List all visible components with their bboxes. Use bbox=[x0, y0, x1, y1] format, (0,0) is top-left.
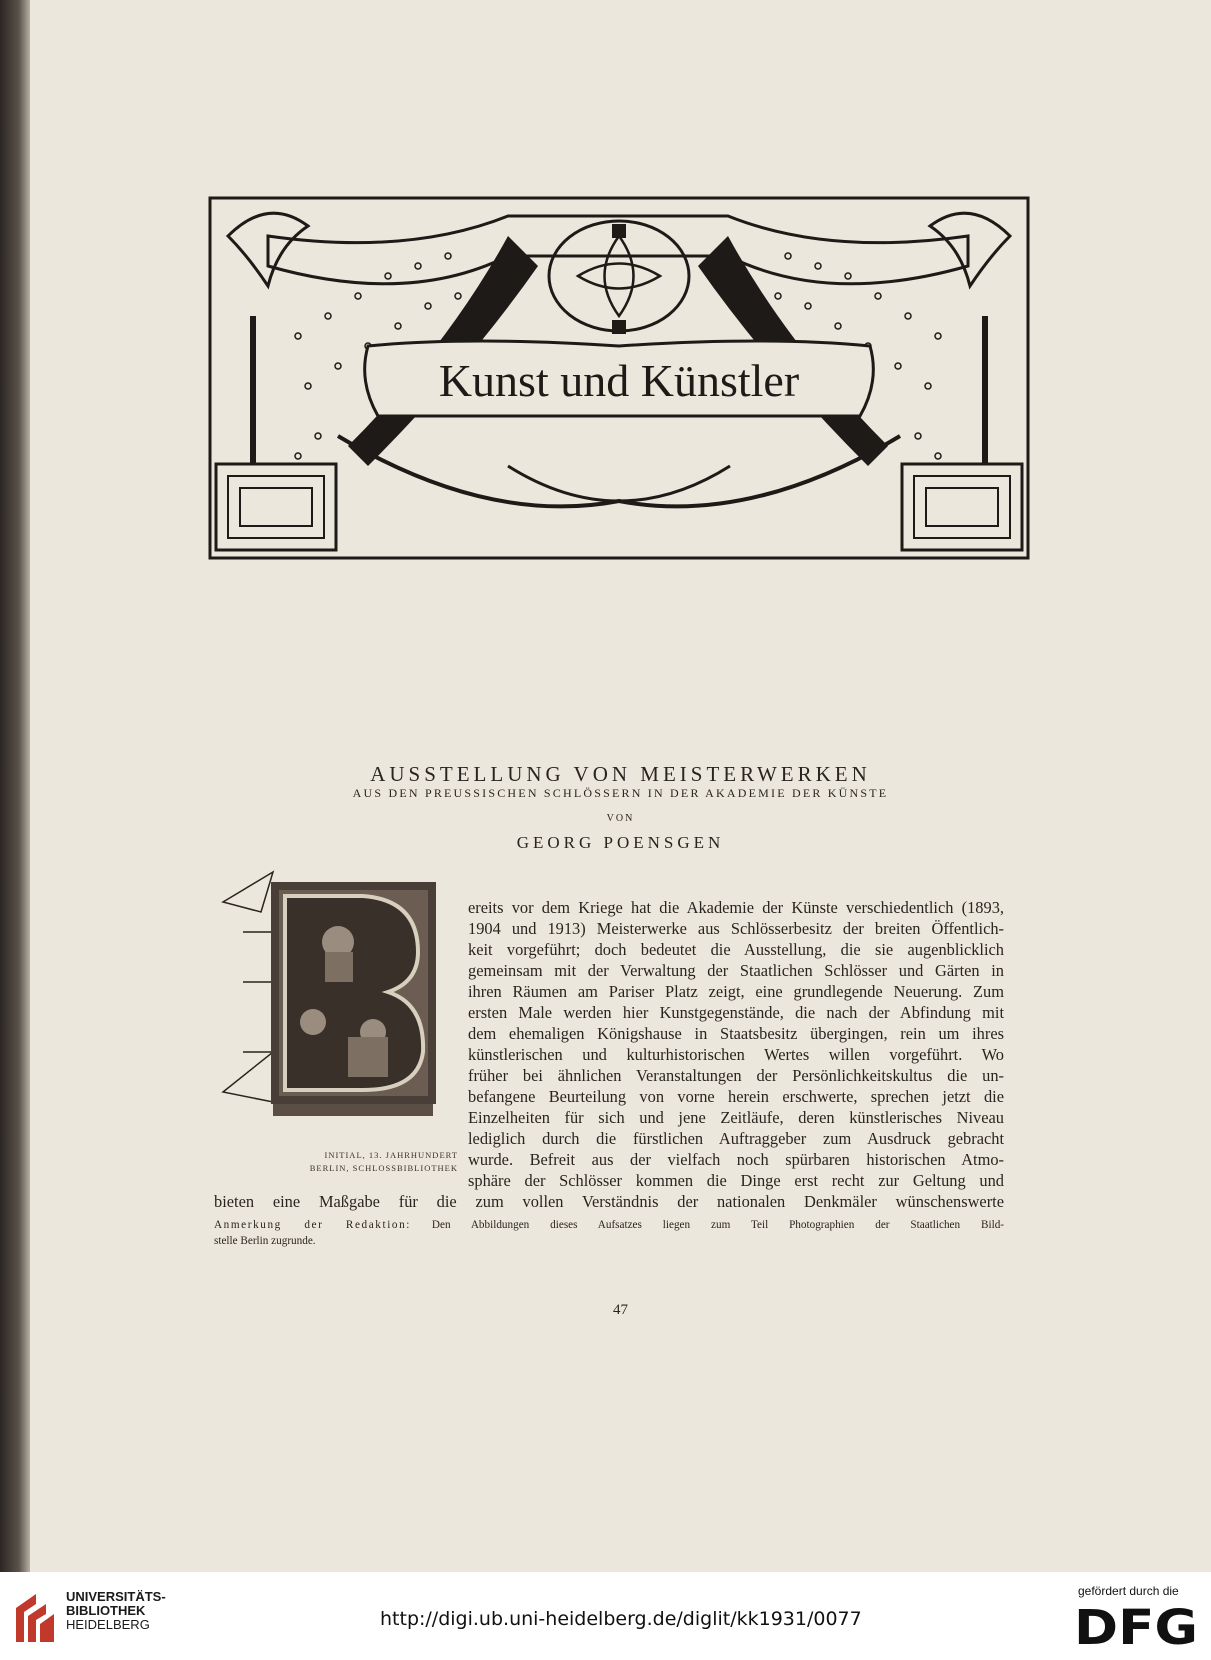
body-line: lediglich durch die fürstlichen Auftraggeber zum Ausdruck gebracht bbox=[468, 1129, 1004, 1148]
library-name-line1: UNIVERSITÄTS- bbox=[66, 1589, 166, 1604]
dfg-logo-icon[interactable] bbox=[1074, 1602, 1200, 1648]
body-line: früher bei ähnlichen Veranstaltungen der Persönlichkeitskultus die un- bbox=[468, 1066, 1004, 1085]
body-line: keit vorgeführt; doch bedeutet die Ausstellung, die sie augenblicklich bbox=[468, 940, 1004, 959]
body-line: 1904 und 1913) Meisterwerke aus Schlösserbesitz der breiten Öffentlich- bbox=[468, 919, 1004, 938]
article-title: AUSSTELLUNG VON MEISTERWERKEN bbox=[370, 762, 871, 786]
library-name-line2: BIBLIOTHEK bbox=[66, 1603, 146, 1618]
body-line: dem ehemaligen Königshause in Staatsbesitz übergingen, rein um ihres bbox=[468, 1024, 1004, 1043]
body-line: künstlerischen und kulturhistorischen Wertes willen vorgeführt. Wo bbox=[468, 1045, 1004, 1064]
library-name-line3: HEIDELBERG bbox=[66, 1617, 150, 1632]
page-number: 47 bbox=[613, 1302, 628, 1318]
article-author: GEORG POENSGEN bbox=[516, 833, 725, 852]
dfg-logo-text: DFG bbox=[1074, 1602, 1198, 1648]
article-by: VON bbox=[606, 813, 635, 824]
banner-title: Kunst und Künstler bbox=[438, 355, 800, 406]
body-line: Einzelheiten für sich und jene Zeitläufe, deren künstlerisches Niveau bbox=[468, 1108, 1004, 1127]
viewer-footer bbox=[0, 1572, 1211, 1660]
initial-caption-line2: BERLIN, SCHLOSSBIBLIOTHEK bbox=[309, 1163, 458, 1173]
book-gutter-shadow bbox=[0, 0, 34, 1572]
initial-caption-line1: INITIAL, 13. JAHRHUNDERT bbox=[324, 1150, 458, 1160]
editorial-note-label: Anmerkung der Redaktion: bbox=[214, 1219, 412, 1231]
editorial-note bbox=[214, 1217, 1004, 1233]
book-page bbox=[30, 0, 1211, 1572]
body-line: ereits vor dem Kriege hat die Akademie der Künste verschiedentlich (1893, bbox=[468, 898, 1004, 917]
editorial-note-text: Den Abbildungen dieses Aufsatzes liegen zum Teil Photographien der Staatlichen Bild- bbox=[431, 1219, 1005, 1231]
body-line: ersten Male werden hier Kunstgegenstände, die nach der Abfindung mit bbox=[468, 1003, 1004, 1022]
body-line: wurde. Befreit aus der vielfach noch spürbaren historischen Atmo- bbox=[468, 1150, 1004, 1169]
body-line: sphäre der Schlösser kommen die Dinge erst recht zur Geltung und bbox=[468, 1171, 1004, 1190]
body-line-full: bieten eine Maßgabe für die zum vollen Verständnis der nationalen Denkmäler wünschenswerte bbox=[214, 1192, 1004, 1211]
illuminated-initial-image bbox=[213, 852, 453, 1152]
ornamental-banner bbox=[208, 196, 1030, 560]
body-line: gemeinsam mit der Verwaltung der Staatlichen Schlösser und Gärten in bbox=[468, 961, 1004, 980]
body-line: befangene Beurteilung von vorne herein erschwerte, sprechen jetzt die bbox=[468, 1087, 1004, 1106]
editorial-note-continued: stelle Berlin zugrunde. bbox=[214, 1235, 316, 1247]
body-line: ihren Räumen am Pariser Platz zeigt, eine grundlegende Neuerung. Zum bbox=[468, 982, 1004, 1001]
article-subtitle: AUS DEN PREUSSISCHEN SCHLÖSSERN IN DER AKADEMIE DER KÜNSTE bbox=[352, 786, 889, 800]
document-url-link[interactable]: http://digi.ub.uni-heidelberg.de/diglit/kk1931/0077 bbox=[380, 1608, 862, 1630]
university-library-logo-icon[interactable] bbox=[12, 1586, 58, 1646]
funder-label: gefördert durch die bbox=[1078, 1584, 1179, 1598]
